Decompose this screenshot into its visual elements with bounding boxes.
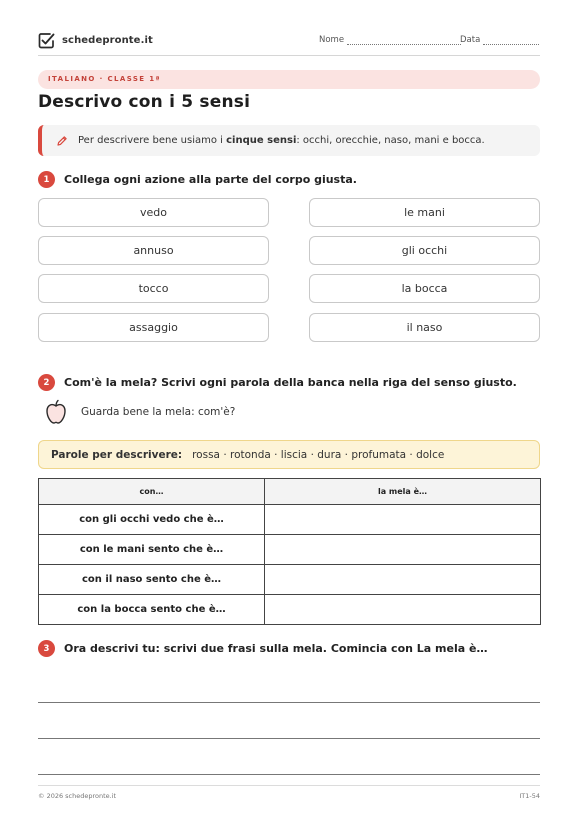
answer-cell[interactable] [265,535,541,565]
table-row [39,595,541,625]
word-bank-label: Parole per descrivere: [51,448,183,461]
footer-code: IT1-54 [519,792,540,800]
senses-table [38,478,541,625]
footer-copyright: © 2026 schedepronte.it [38,792,117,800]
brand-name: schedepronte.it [62,34,153,46]
name-blank[interactable] [347,36,461,45]
word-bank [38,440,540,469]
pencil-icon [56,135,68,147]
table-row [39,535,541,565]
action-box[interactable]: assaggio [38,313,269,342]
table-row [39,565,541,595]
table-header-row [39,479,541,505]
tip-box [38,125,540,156]
date-blank[interactable] [483,36,539,45]
exercise-1-heading [38,171,357,188]
name-field[interactable] [319,35,461,45]
sense-prompt-cell: con la bocca sento che è… [39,595,265,625]
page-title: Descrivo con i 5 sensi [38,92,251,112]
body-part-box[interactable]: gli occhi [309,236,540,265]
date-label: Data [460,35,481,45]
exercise-2-heading [38,374,517,391]
exercise-2-number: 2 [38,374,55,391]
exercise-3-number: 3 [38,640,55,657]
answer-cell[interactable] [265,595,541,625]
exercise-1-number: 1 [38,171,55,188]
sense-prompt-cell: con gli occhi vedo che è… [39,505,265,535]
date-field[interactable] [460,35,539,45]
writing-line[interactable] [38,702,540,703]
apple-hint-text: Guarda bene la mela: com'è? [81,406,236,418]
subject-badge: ITALIANO · CLASSE 1ª [38,70,540,89]
brand [38,30,153,50]
apple-hint-row [45,399,235,425]
action-box[interactable]: vedo [38,198,269,227]
word-bank-words: rossa · rotonda · liscia · dura · profumata · dolce [192,448,445,461]
writing-line[interactable] [38,738,540,739]
exercise-2-instruction: Com'è la mela? Scrivi ogni parola della banca nella riga del senso giusto. [64,376,517,389]
apple-icon [45,399,67,425]
page-footer [38,785,540,800]
table-row [39,505,541,535]
answer-cell[interactable] [265,505,541,535]
body-part-box[interactable]: la bocca [309,274,540,303]
tip-text: Per descrivere bene usiamo i cinque sensi: occhi, orecchie, naso, mani e bocca. [78,135,485,146]
sense-prompt-cell: con il naso sento che è… [39,565,265,595]
table-header-cell: la mela è… [265,479,541,505]
body-part-box[interactable]: le mani [309,198,540,227]
exercise-1-instruction: Collega ogni azione alla parte del corpo giusta. [64,173,357,186]
table-header-cell: con… [39,479,265,505]
exercise-3-instruction: Ora descrivi tu: scrivi due frasi sulla mela. Comincia con La mela è… [64,642,488,655]
action-box[interactable]: annuso [38,236,269,265]
body-part-box[interactable]: il naso [309,313,540,342]
writing-line[interactable] [38,774,540,775]
answer-cell[interactable] [265,565,541,595]
exercise-3-heading [38,640,487,657]
action-box[interactable]: tocco [38,274,269,303]
checkbox-pencil-icon [38,32,55,49]
page-header [38,30,540,56]
name-label: Nome [319,35,345,45]
sense-prompt-cell: con le mani sento che è… [39,535,265,565]
